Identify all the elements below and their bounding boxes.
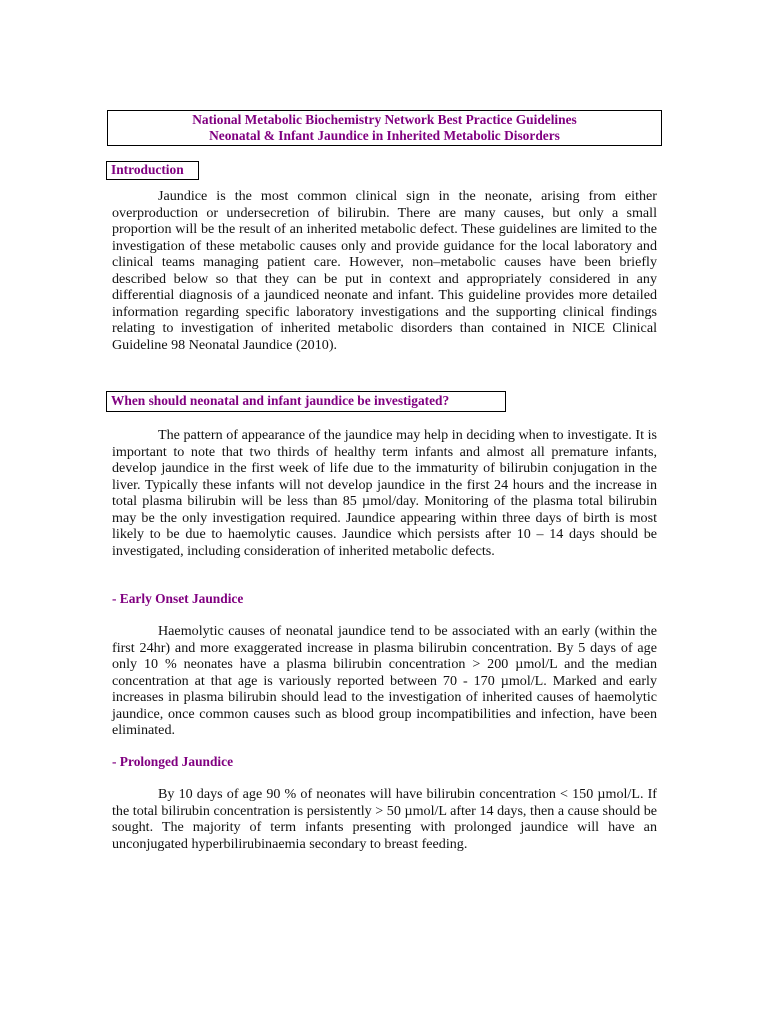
- subheading-prolonged-jaundice: - Prolonged Jaundice: [112, 754, 234, 769]
- paragraph-prolonged-jaundice: By 10 days of age 90 % of neonates will have bilirubin concentration < 150 µmol/L. If the total bilirubin concentration is persistently > 50 µmol/L after 14 days, then a cause should be sought. The majority of term infants presenting with prolonged jaundice will have an unconjugated hyperbilirubinaemia secondary to breast feeding.: [112, 786, 657, 852]
- paragraph-introduction: Jaundice is the most common clinical sign in the neonate, arising from either overproduction or undersecretion of bilirubin. There are many causes, but only a small proportion will be the result of an inherited metabolic defect. These guidelines are limited to the investigation of these metabolic causes only and provide guidance for the local laboratory and clinical teams managing patient care. However, non–metabolic causes have been briefly described below so that they can be put in context and appropriately considered in any differential diagnosis of a jaundiced neonate and infant. This guideline provides more detailed information regarding specific laboratory investigations and the supporting clinical findings relating to investigation of inherited metabolic disorders than contained in NICE Clinical Guideline 98 Neonatal Jaundice (2010).: [112, 188, 657, 353]
- paragraph-when-to-investigate: The pattern of appearance of the jaundice may help in deciding when to investigate. It is important to note that two thirds of healthy term infants and almost all premature infants, develop jaundice in the first week of life due to the immaturity of bilirubin conjugation in the liver. Typically these infants will not develop jaundice in the first 24 hours and the increase in total plasma bilirubin will be less than 85 µmol/day. Monitoring of the plasma total bilirubin may be the only investigation required. Jaundice appearing within three days of birth is most likely to be due to haemolytic causes. Jaundice which persists after 10 – 14 days should be investigated, including consideration of inherited metabolic defects.: [112, 427, 657, 559]
- section-heading-when-to-investigate: When should neonatal and infant jaundice be investigated?: [106, 391, 506, 412]
- subheading-early-onset-jaundice: - Early Onset Jaundice: [112, 591, 244, 606]
- document-title-line-2: Neonatal & Infant Jaundice in Inherited Metabolic Disorders: [209, 128, 560, 143]
- section-heading-introduction: Introduction: [106, 161, 199, 180]
- document-title-box: [107, 110, 662, 146]
- paragraph-early-onset-jaundice: Haemolytic causes of neonatal jaundice tend to be associated with an early (within the first 24hr) and more exaggerated increase in plasma bilirubin concentration. By 5 days of age only 10 % neonates have a plasma bilirubin concentration > 200 µmol/L and the median concentration at that age is variously reported between 70 - 170 µmol/L. Marked and early increases in plasma bilirubin should lead to the investigation of inherited causes of haemolytic jaundice, once common causes such as blood group incompatibilities and infection, have been eliminated.: [112, 623, 657, 738]
- document-title-line-1: National Metabolic Biochemistry Network Best Practice Guidelines: [192, 112, 577, 127]
